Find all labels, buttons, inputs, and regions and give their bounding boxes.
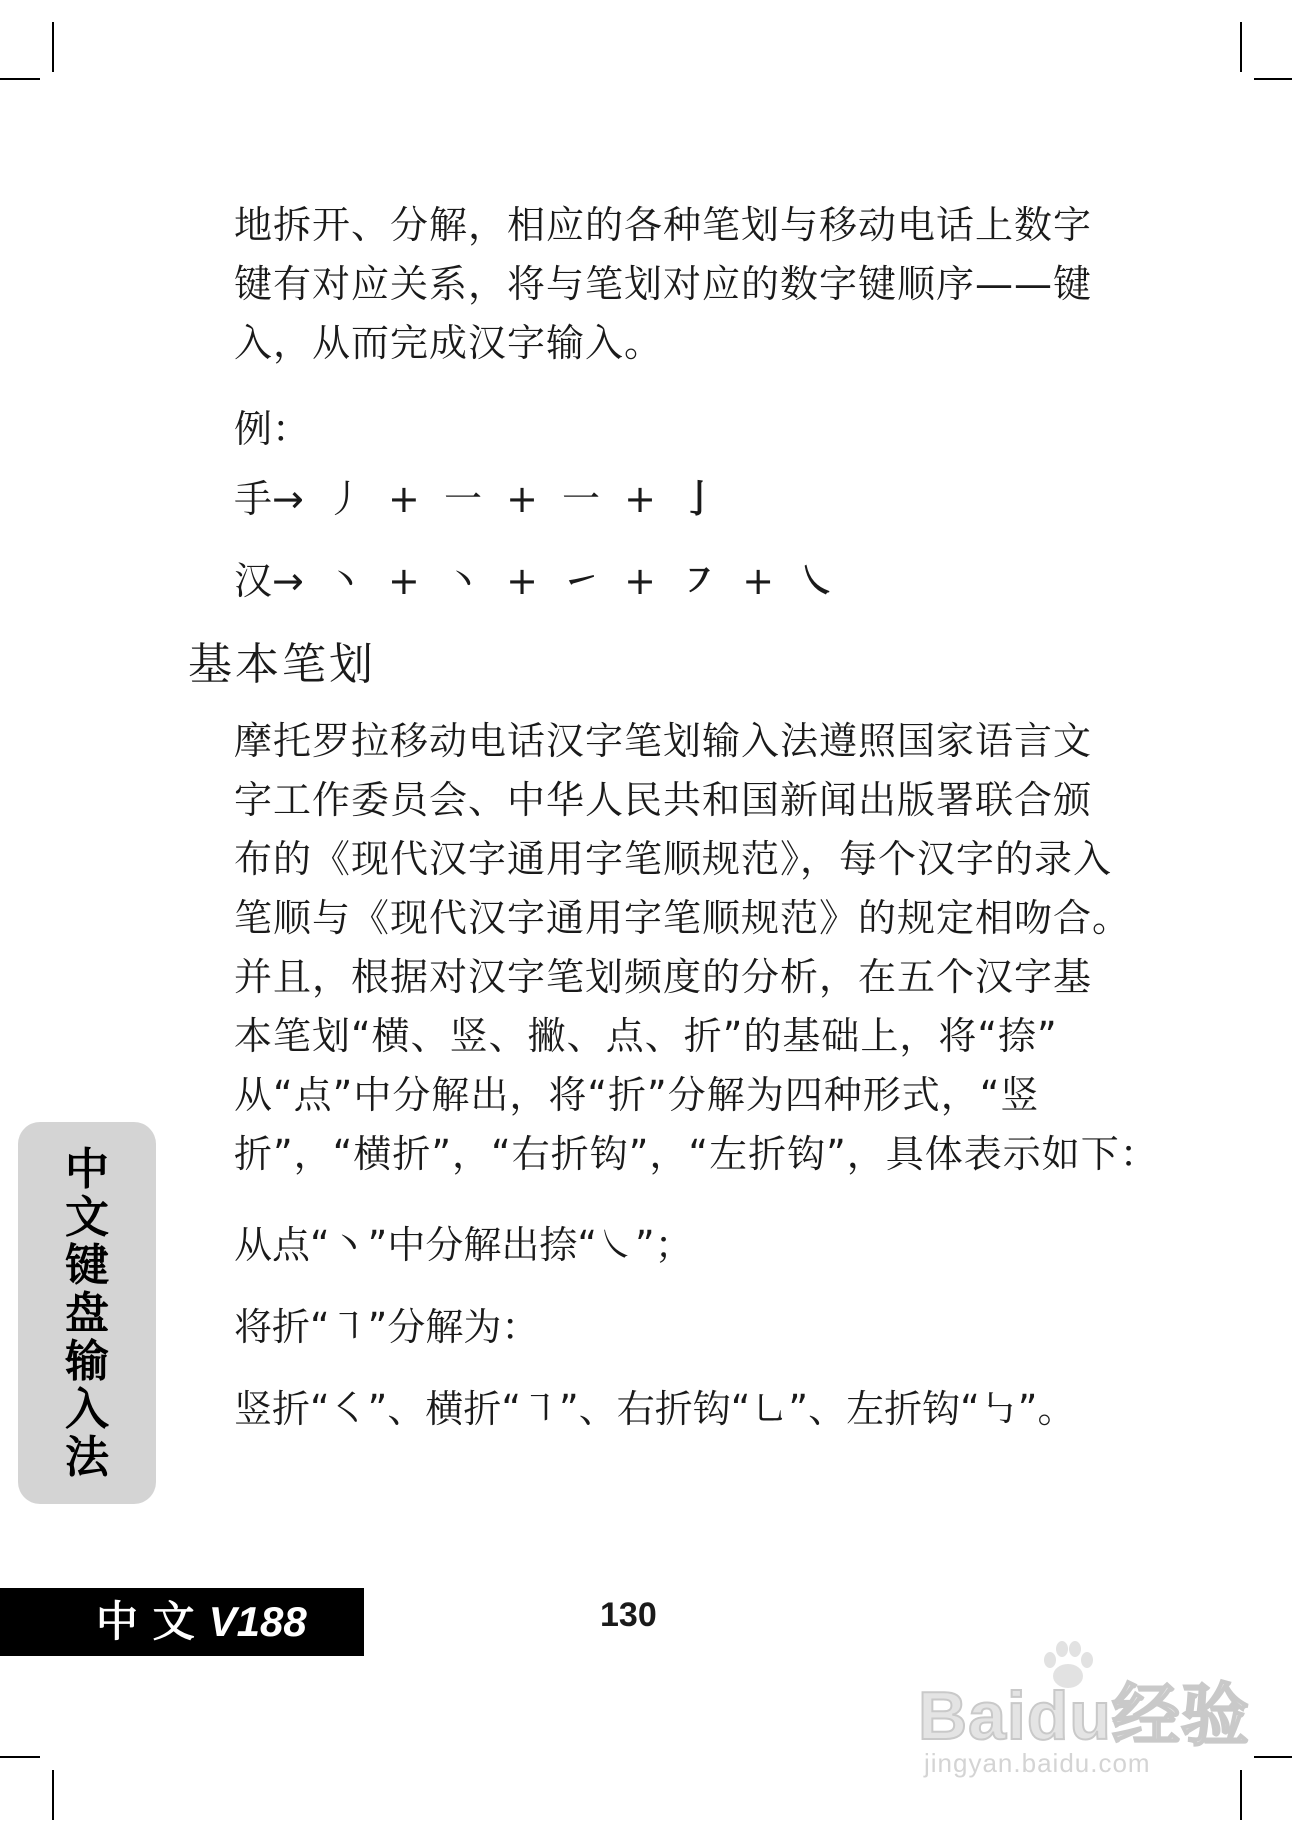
stroke-heng: 一 xyxy=(443,477,482,521)
stroke-dian: 丶 xyxy=(443,559,482,603)
crop-mark xyxy=(52,22,54,72)
intro-paragraph xyxy=(234,196,1093,373)
side-tab-char: 盘 xyxy=(65,1288,109,1339)
paragraph-line: 字工作委员会、中华人民共和国新闻出版署联合颁 xyxy=(234,778,1093,822)
footer-bar xyxy=(0,1588,364,1656)
crop-mark xyxy=(0,78,40,80)
crop-mark xyxy=(1254,1756,1292,1758)
footer-model: V188 xyxy=(208,1598,307,1645)
crop-mark xyxy=(1240,1770,1242,1820)
na-stroke-line: 从点“丶”中分解出捺“㇏”； xyxy=(234,1223,693,1267)
crop-mark xyxy=(0,1756,40,1758)
stroke-na: ㇏ xyxy=(798,559,837,603)
watermark-url: jingyan.baidu.com xyxy=(924,1748,1151,1778)
crop-mark xyxy=(1254,78,1292,80)
example-label: 例： xyxy=(234,407,311,451)
crop-mark xyxy=(1240,22,1242,72)
stroke-ti: ㇀ xyxy=(562,559,601,603)
crop-mark xyxy=(52,1770,54,1820)
footer-label xyxy=(96,1594,307,1650)
section-heading: 基本笔划 xyxy=(188,639,376,690)
paragraph-line: 并且，根据对汉字笔划频度的分析，在五个汉字基 xyxy=(234,955,1093,999)
footer-lang: 中 文 xyxy=(96,1597,195,1646)
plus-sign: + xyxy=(624,477,656,521)
paragraph-line: 摩托罗拉移动电话汉字笔划输入法遵照国家语言文 xyxy=(234,719,1093,763)
intro-line: 地拆开、分解，相应的各种笔划与移动电话上数字 xyxy=(234,203,1093,247)
stroke-pie: 丿 xyxy=(325,477,364,521)
side-tab-char: 键 xyxy=(65,1240,109,1291)
zhe-stroke-line: 将折“㇕”分解为： xyxy=(234,1305,540,1349)
paragraph-line: 本笔划“横、竖、撇、点、折”的基础上，将“捺” xyxy=(234,1014,1058,1058)
paragraph-line: 折”，“横折”，“右折钩”，“左折钩”，具体表示如下： xyxy=(234,1132,1159,1176)
side-tab-char: 法 xyxy=(65,1432,109,1483)
page-number: 130 xyxy=(600,1596,657,1634)
plus-sign: + xyxy=(624,559,656,603)
side-tab xyxy=(18,1122,156,1504)
side-tab-char: 入 xyxy=(65,1384,109,1435)
example-formula-han xyxy=(234,556,836,606)
paragraph-line: 从“点”中分解出，将“折”分解为四种形式，“竖 xyxy=(234,1073,1040,1117)
stroke-dian: 丶 xyxy=(325,559,364,603)
example-formula-shou xyxy=(234,474,718,524)
plus-sign: + xyxy=(388,477,420,521)
formula-char: 汉→ xyxy=(234,559,304,603)
plus-sign: + xyxy=(506,477,538,521)
paragraph-line: 笔顺与《现代汉字通用字笔顺规范》的规定相吻合。 xyxy=(234,896,1132,940)
side-tab-char: 中 xyxy=(65,1144,109,1195)
stroke-shu-gou: 亅 xyxy=(680,477,719,521)
intro-line: 键有对应关系，将与笔划对应的数字键顺序——键 xyxy=(234,262,1093,306)
plus-sign: + xyxy=(388,559,420,603)
paragraph-line: 布的《现代汉字通用字笔顺规范》，每个汉字的录入 xyxy=(234,837,1113,881)
baidu-watermark xyxy=(918,1640,1250,1780)
intro-line: 入，从而完成汉字输入。 xyxy=(234,321,664,365)
zhe-forms-line: 竖折“㇛”、横折“㇕”、右折钩“㇟”、左折钩“㇉”。 xyxy=(234,1387,1076,1431)
side-tab-label xyxy=(18,1146,156,1482)
stroke-heng-pie: ㇇ xyxy=(680,559,719,603)
stroke-heng: 一 xyxy=(562,477,601,521)
side-tab-char: 文 xyxy=(65,1192,109,1243)
watermark-logo: Baidu经验 xyxy=(918,1678,1250,1754)
side-tab-char: 输 xyxy=(65,1336,109,1387)
plus-sign: + xyxy=(506,559,538,603)
plus-sign: + xyxy=(742,559,775,603)
section-paragraph xyxy=(234,712,1159,1184)
formula-char: 手→ xyxy=(234,477,304,521)
